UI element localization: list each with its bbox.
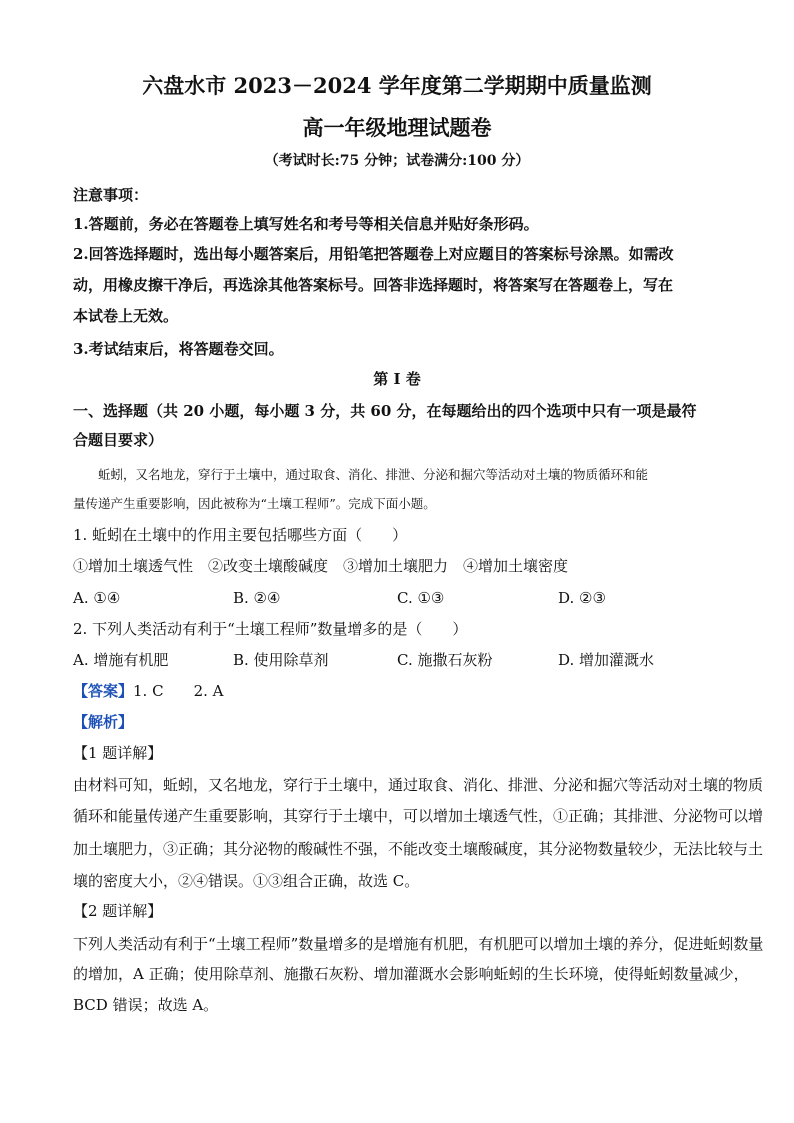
exam-info: （考试时长:75 分钟；试卷满分:100 分）	[264, 153, 530, 169]
detail-1-label: 【1 题详解】	[73, 744, 163, 762]
note-2-line-1: 2.回答选择题时，选出每小题答案后，用铅笔把答题卷上对应题目的答案标号涂黑。如需改	[73, 245, 674, 263]
note-2-line-2: 动，用橡皮擦干净后，再选涂其他答案标号。回答非选择题时，将答案写在答题卷上，写在	[73, 276, 674, 294]
answer-value: 1. C 2. A	[133, 682, 224, 700]
exam-subtitle: 高一年级地理试题卷	[302, 115, 492, 140]
note-1: 1.答题前，务必在答题卷上填写姓名和考号等相关信息并贴好条形码。	[73, 215, 539, 233]
analysis-label: 【解析】	[73, 713, 134, 731]
question-2-option-b: B. 使用除草剂	[233, 651, 329, 669]
question-1-option-d: D. ②③	[558, 589, 606, 607]
note-3: 3.考试结束后，将答题卷交回。	[73, 340, 284, 358]
answer-row	[73, 681, 723, 701]
question-1-option-a: A. ①④	[73, 589, 121, 607]
material-line-1: 蚯蚓，又名地龙，穿行于土壤中，通过取食、消化、排泄、分泌和掘穴等活动对土壤的物质循环和能	[98, 467, 649, 482]
answer-label: 【答案】	[73, 682, 134, 700]
detail-2-line-1: 下列人类活动有利于“土壤工程师”数量增多的是增施有机肥，有机肥可以增加土壤的养分，促进蚯蚓数量	[73, 935, 764, 953]
question-1-items: ①增加土壤透气性 ②改变土壤酸碱度 ③增加土壤肥力 ④增加土壤密度	[73, 557, 569, 575]
question-1-stem: 1. 蚯蚓在土壤中的作用主要包括哪些方面（ ）	[73, 526, 408, 544]
question-1-option-c: C. ①③	[397, 589, 445, 607]
exam-title: 六盘水市 2023－2024 学年度第二学期期中质量监测	[142, 73, 652, 98]
question-2-option-a: A. 增施有机肥	[73, 651, 169, 669]
question-2-option-d: D. 增加灌溉水	[558, 651, 655, 669]
detail-1-line-1: 由材料可知，蚯蚓，又名地龙，穿行于土壤中，通过取食、消化、排泄、分泌和掘穴等活动对土壤的物质	[73, 776, 764, 794]
note-2-line-3: 本试卷上无效。	[73, 307, 179, 325]
section-heading-line-2: 合题目要求）	[73, 431, 164, 449]
notes-heading: 注意事项：	[73, 186, 149, 204]
detail-2-line-2: 的增加，A 正确；使用除草剂、施撒石灰粉、增加灌溉水会影响蚯蚓的生长环境，使得蚯蚓数量减少，	[73, 965, 749, 983]
detail-2-line-3: BCD 错误；故选 A。	[73, 996, 219, 1014]
material-line-2: 量传递产生重要影响，因此被称为“土壤工程师”。完成下面小题。	[73, 496, 436, 511]
volume-heading: 第 I 卷	[373, 370, 421, 388]
question-2-stem: 2. 下列人类活动有利于“土壤工程师”数量增多的是（ ）	[73, 620, 468, 638]
detail-1-line-3: 加土壤肥力，③正确；其分泌物的酸碱性不强，不能改变土壤酸碱度，其分泌物数量较少，无法比较与土	[73, 840, 764, 858]
detail-2-label: 【2 题详解】	[73, 902, 163, 920]
question-1-option-b: B. ②④	[233, 589, 281, 607]
question-2-option-c: C. 施撒石灰粉	[397, 651, 493, 669]
detail-1-line-4: 壤的密度大小，②④错误。①③组合正确，故选 C。	[73, 872, 420, 890]
section-heading-line-1: 一、选择题（共 20 小题，每小题 3 分，共 60 分，在每题给出的四个选项中只有一项是最符	[73, 402, 697, 420]
detail-1-line-2: 循环和能量传递产生重要影响，其穿行于土壤中，可以增加土壤透气性，①正确；其排泄、分泌物可以增	[73, 807, 764, 825]
